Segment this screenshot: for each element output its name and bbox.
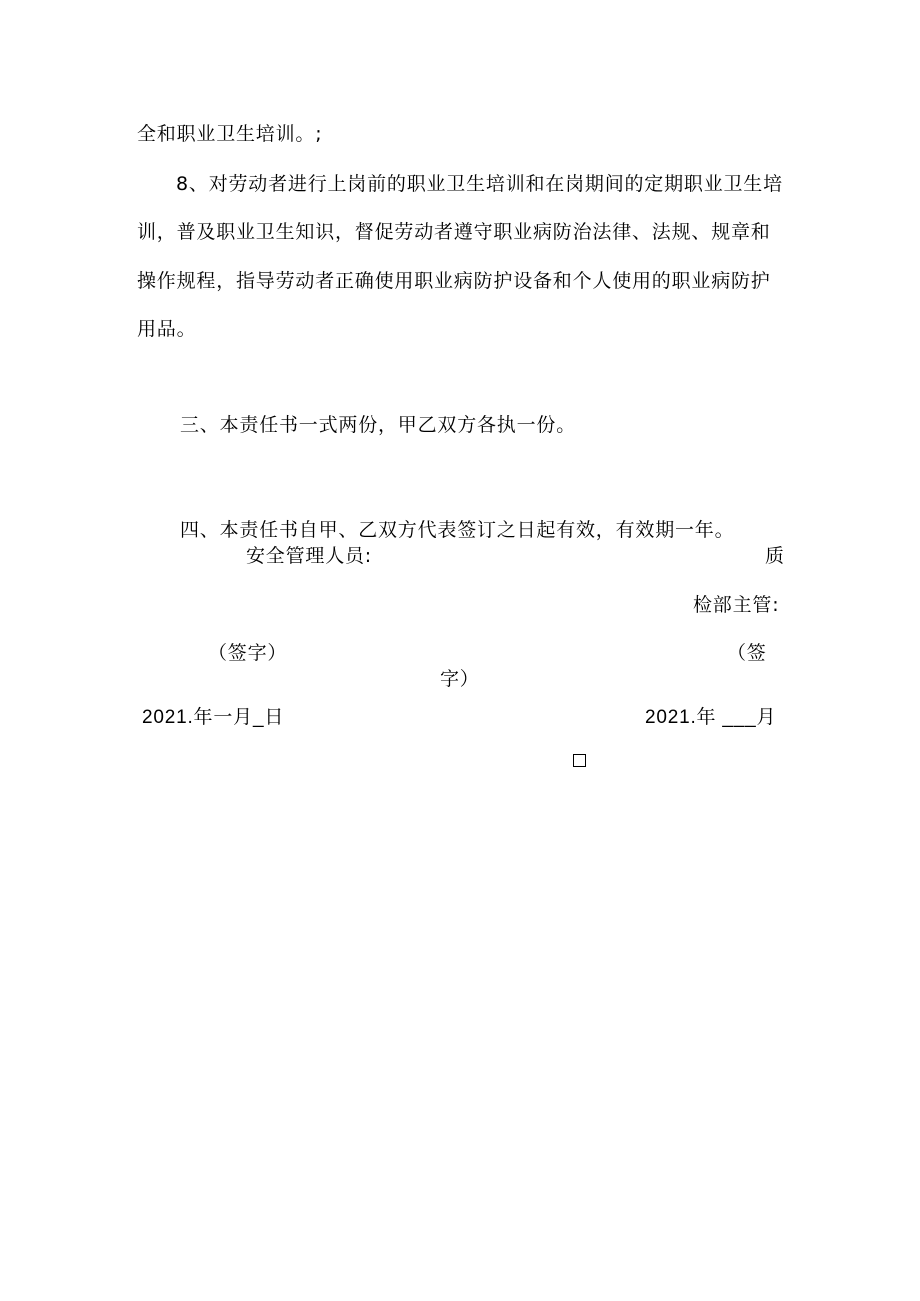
paragraph-line: 用品。 (137, 318, 197, 340)
right-date: 2021.年 ___月 (645, 707, 777, 728)
paragraph-line: 全和职业卫生培训。; (137, 123, 323, 145)
right-signature-field-part1: （签 (727, 642, 767, 664)
clause-three: 三、本责任书一式两份，甲乙双方各执一份。 (180, 414, 577, 436)
qc-manager-label-part2: 检部主管: (693, 594, 780, 616)
clause-four: 四、本责任书自甲、乙双方代表签订之日起有效，有效期一年。 (180, 519, 735, 541)
safety-manager-label: 安全管理人员: (246, 545, 373, 567)
paragraph-line: 操作规程，指导劳动者正确使用职业病防护设备和个人使用的职业病防护 (137, 270, 771, 292)
checkbox-icon (573, 754, 586, 767)
right-signature-field-part2: 字） (440, 668, 480, 690)
qc-manager-label-part1: 质 (765, 545, 785, 567)
paragraph-line-item-8: 8、对劳动者进行上岗前的职业卫生培训和在岗期间的定期职业卫生培 (176, 173, 783, 195)
left-date: 2021.年一月_日 (142, 707, 285, 728)
left-signature-field: （签字） (208, 642, 288, 664)
paragraph-line: 训，普及职业卫生知识，督促劳动者遵守职业病防治法律、法规、规章和 (137, 221, 771, 243)
